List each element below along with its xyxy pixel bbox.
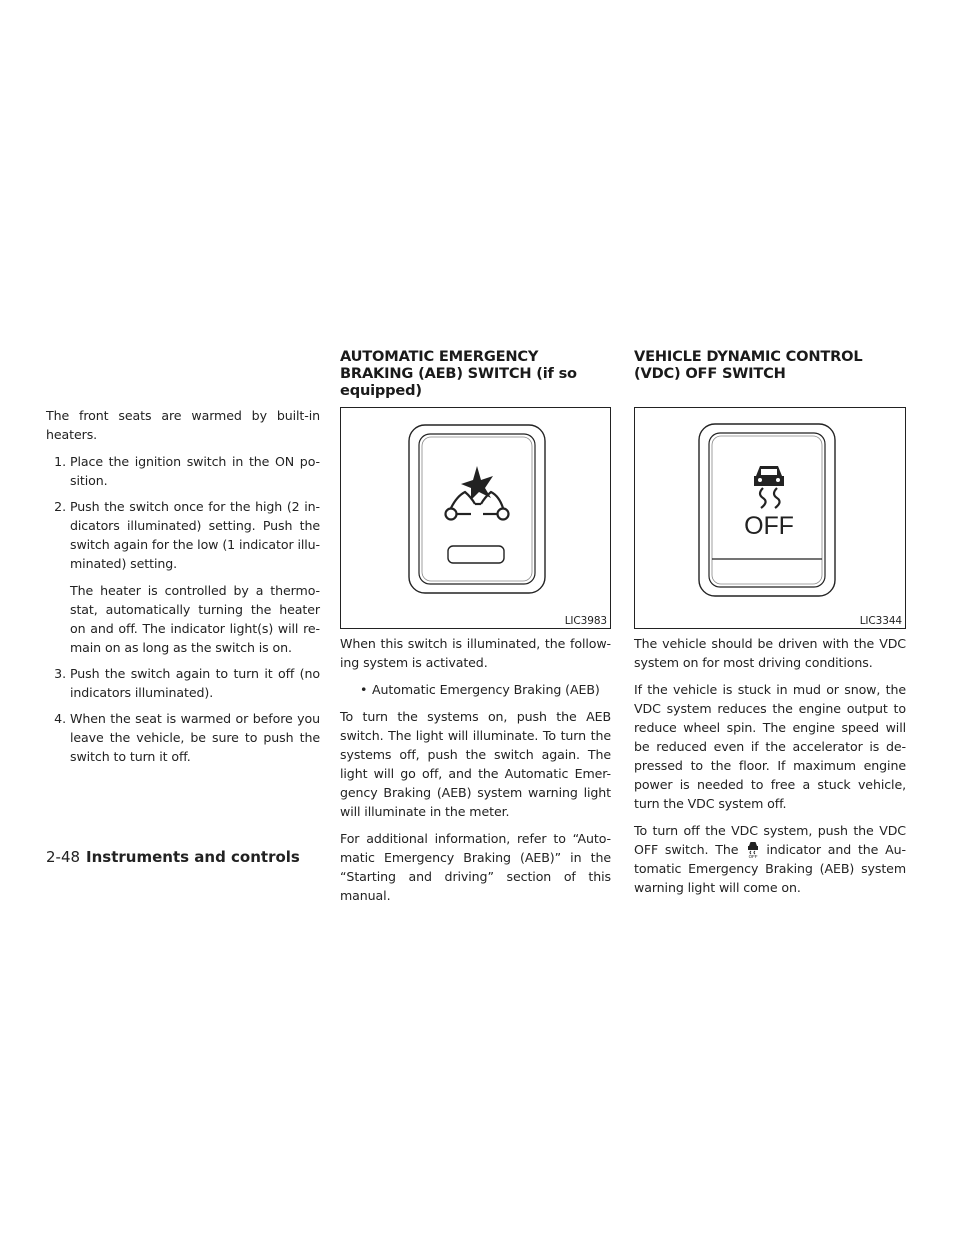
vdc-off-column [634,348,906,905]
figure-code: LIC3344 [859,615,902,627]
vdc-paragraph: To turn off the VDC system, push the VDC OFF switch. The OFF indicator and the Au- tomatic Emergency Braking (AEB) system warning light will come on. [634,823,906,895]
aeb-bullet-item: • Automatic Emergency Braking (AEB) [360,682,600,697]
seat-heater-intro: The front seats are warmed by built-in heaters. [46,408,320,442]
vdc-paragraph: The vehicle should be driven with the VDC system on for most driving conditions. [634,636,906,670]
page-footer [46,848,300,866]
vdc-switch-illustration [635,408,907,628]
vdc-off-label: OFF [744,512,794,540]
aeb-paragraph: For additional information, refer to “Auto- matic Emergency Braking (AEB)” in the “Starting and driving” section of this manual. [340,831,611,903]
figure-code: LIC3983 [564,615,607,627]
step-item: 4. When the seat is warmed or before you leave the vehicle, be sure to push the switch to turn it off. [54,711,320,764]
vdc-paragraph: If the vehicle is stuck in mud or snow, the VDC system reduces the engine output to reduce wheel spin. The engine speed will be reduced even if the accelerator is de- pressed to the floor. If maximum engine power is needed to free a stuck vehicle, turn the VDC system off. [634,682,906,811]
vdc-off-indicator-icon [742,840,764,858]
bullet-dot-icon: • [360,682,368,697]
section-title: Instruments and controls [86,848,300,866]
step-item: 2. Push the switch once for the high (2 in- dicators illuminated) setting. Push the switch again for the low (1 indicator illu- minated) setting. The heater is controlled by a thermo- stat, automatically turning the heater on and off. The indicator light(s) will re- main on as long as the switch is on. [54,499,320,655]
step-note: The heater is controlled by a thermo- stat, automatically turning the heater on and off. The indicator light(s) will re- main on as long as the switch is on. [70,583,320,655]
aeb-section-heading: AUTOMATIC EMERGENCY BRAKING (AEB) SWITCH (if so equipped) [340,348,577,399]
svg-text:OFF: OFF [749,854,758,858]
aeb-switch-column [340,348,611,913]
aeb-switch-figure [340,407,611,629]
step-item: 1. Place the ignition switch in the ON po- sition. [54,454,320,488]
aeb-paragraph: To turn the systems on, push the AEB switch. The light will illuminate. To turn the systems off, push the switch again. The light will go off, and the Automatic Emer- gency Braking (AEB) system warning light will illuminate in the meter. [340,709,611,819]
aeb-switch-illustration [341,408,612,628]
seat-heater-steps [46,452,320,766]
step-item: 3. Push the switch again to turn it off (no indicators illuminated). [54,666,320,700]
page-number: 2-48 [46,848,81,866]
seat-heater-column [46,406,320,773]
vdc-switch-figure [634,407,906,629]
aeb-paragraph: When this switch is illuminated, the follow- ing system is activated. [340,636,611,670]
vdc-section-heading: VEHICLE DYNAMIC CONTROL (VDC) OFF SWITCH [634,348,863,382]
